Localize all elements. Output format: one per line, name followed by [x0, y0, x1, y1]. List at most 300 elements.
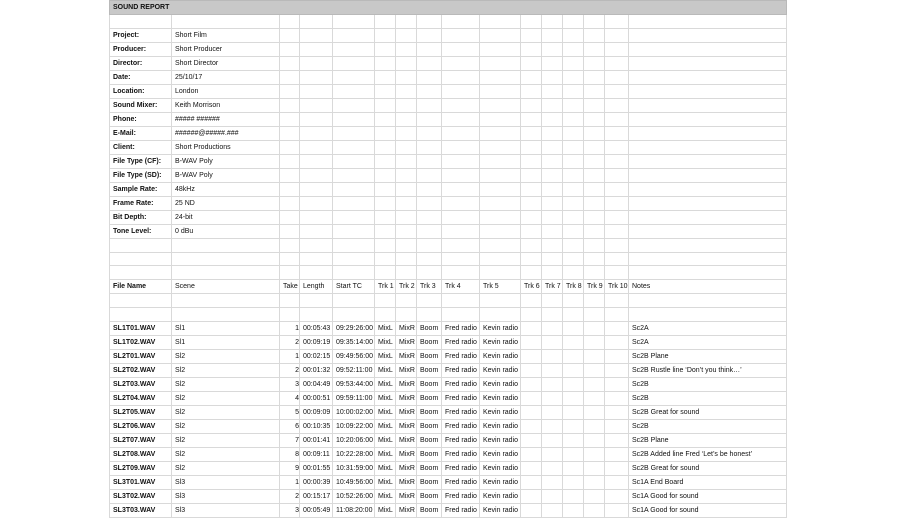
empty-cell[interactable] — [375, 154, 396, 168]
empty-cell[interactable] — [542, 98, 563, 112]
empty-cell[interactable] — [442, 126, 480, 140]
column-header[interactable]: Trk 1 — [375, 280, 396, 294]
empty-cell[interactable] — [375, 28, 396, 42]
data-cell[interactable] — [605, 475, 629, 489]
empty-cell[interactable] — [417, 266, 442, 280]
empty-cell[interactable] — [480, 252, 521, 266]
field-value[interactable]: Short Productions — [172, 140, 280, 154]
data-cell[interactable]: MixR — [396, 335, 417, 349]
data-cell[interactable]: 2 — [280, 335, 300, 349]
empty-cell[interactable] — [584, 168, 605, 182]
empty-cell[interactable] — [280, 168, 300, 182]
empty-cell[interactable] — [521, 252, 542, 266]
empty-cell[interactable] — [396, 294, 417, 308]
data-cell[interactable]: 00:01:55 — [300, 461, 333, 475]
empty-cell[interactable] — [605, 112, 629, 126]
data-cell[interactable]: 09:52:11:00 — [333, 363, 375, 377]
empty-cell[interactable] — [172, 238, 280, 252]
data-cell[interactable]: MixL — [375, 489, 396, 503]
empty-cell[interactable] — [542, 252, 563, 266]
empty-cell[interactable] — [333, 307, 375, 321]
data-cell[interactable]: MixL — [375, 391, 396, 405]
empty-cell[interactable] — [629, 126, 787, 140]
column-header[interactable]: Start TC — [333, 280, 375, 294]
empty-cell[interactable] — [396, 307, 417, 321]
empty-cell[interactable] — [584, 70, 605, 84]
data-cell[interactable]: 1 — [280, 321, 300, 335]
data-cell[interactable] — [521, 503, 542, 517]
data-cell[interactable]: Boom — [417, 321, 442, 335]
empty-cell[interactable] — [417, 154, 442, 168]
empty-cell[interactable] — [300, 56, 333, 70]
data-cell[interactable]: MixL — [375, 503, 396, 517]
empty-cell[interactable] — [300, 307, 333, 321]
field-value[interactable]: 25/10/17 — [172, 70, 280, 84]
data-cell[interactable]: Sc1A Good for sound — [629, 489, 787, 503]
empty-cell[interactable] — [542, 210, 563, 224]
data-cell[interactable]: Sc1A Good for sound — [629, 503, 787, 517]
empty-cell[interactable] — [110, 238, 172, 252]
empty-cell[interactable] — [605, 238, 629, 252]
empty-cell[interactable] — [521, 307, 542, 321]
empty-cell[interactable] — [333, 252, 375, 266]
data-cell[interactable] — [542, 363, 563, 377]
empty-cell[interactable] — [584, 196, 605, 210]
column-header[interactable]: Trk 5 — [480, 280, 521, 294]
data-cell[interactable]: Sc2B Great for sound — [629, 461, 787, 475]
empty-cell[interactable] — [563, 196, 584, 210]
field-value[interactable]: Short Producer — [172, 42, 280, 56]
empty-cell[interactable] — [442, 42, 480, 56]
empty-cell[interactable] — [442, 56, 480, 70]
empty-cell[interactable] — [629, 140, 787, 154]
empty-cell[interactable] — [280, 224, 300, 238]
empty-cell[interactable] — [417, 84, 442, 98]
empty-cell[interactable] — [172, 15, 280, 29]
empty-cell[interactable] — [480, 15, 521, 29]
column-header[interactable]: Trk 9 — [584, 280, 605, 294]
empty-cell[interactable] — [280, 294, 300, 308]
empty-cell[interactable] — [480, 307, 521, 321]
data-cell[interactable] — [563, 363, 584, 377]
empty-cell[interactable] — [333, 238, 375, 252]
empty-cell[interactable] — [110, 15, 172, 29]
data-cell[interactable] — [584, 503, 605, 517]
data-cell[interactable]: Boom — [417, 419, 442, 433]
data-cell[interactable] — [584, 321, 605, 335]
data-cell[interactable]: Fred radio — [442, 377, 480, 391]
data-cell[interactable]: Kevin radio — [480, 433, 521, 447]
empty-cell[interactable] — [521, 154, 542, 168]
file-name-cell[interactable]: SL2T09.WAV — [110, 461, 172, 475]
empty-cell[interactable] — [542, 42, 563, 56]
data-cell[interactable] — [563, 335, 584, 349]
data-cell[interactable] — [605, 335, 629, 349]
data-cell[interactable] — [605, 363, 629, 377]
field-value[interactable]: London — [172, 84, 280, 98]
field-value[interactable]: B-WAV Poly — [172, 168, 280, 182]
empty-cell[interactable] — [542, 140, 563, 154]
empty-cell[interactable] — [280, 196, 300, 210]
data-cell[interactable]: 09:53:44:00 — [333, 377, 375, 391]
empty-cell[interactable] — [629, 196, 787, 210]
empty-cell[interactable] — [442, 98, 480, 112]
data-cell[interactable]: 09:59:11:00 — [333, 391, 375, 405]
empty-cell[interactable] — [375, 252, 396, 266]
empty-cell[interactable] — [333, 70, 375, 84]
empty-cell[interactable] — [605, 98, 629, 112]
empty-cell[interactable] — [584, 238, 605, 252]
empty-cell[interactable] — [375, 70, 396, 84]
empty-cell[interactable] — [563, 15, 584, 29]
empty-cell[interactable] — [280, 84, 300, 98]
empty-cell[interactable] — [605, 252, 629, 266]
data-cell[interactable]: Fred radio — [442, 489, 480, 503]
data-cell[interactable]: MixR — [396, 433, 417, 447]
empty-cell[interactable] — [396, 42, 417, 56]
empty-cell[interactable] — [605, 154, 629, 168]
empty-cell[interactable] — [563, 84, 584, 98]
data-cell[interactable] — [563, 321, 584, 335]
empty-cell[interactable] — [521, 112, 542, 126]
empty-cell[interactable] — [300, 84, 333, 98]
data-cell[interactable]: Kevin radio — [480, 447, 521, 461]
empty-cell[interactable] — [605, 182, 629, 196]
data-cell[interactable] — [563, 489, 584, 503]
data-cell[interactable] — [542, 405, 563, 419]
column-header[interactable]: Trk 4 — [442, 280, 480, 294]
data-cell[interactable] — [521, 391, 542, 405]
empty-cell[interactable] — [280, 42, 300, 56]
empty-cell[interactable] — [300, 42, 333, 56]
empty-cell[interactable] — [172, 294, 280, 308]
data-cell[interactable]: Boom — [417, 363, 442, 377]
empty-cell[interactable] — [584, 140, 605, 154]
empty-cell[interactable] — [375, 307, 396, 321]
empty-cell[interactable] — [584, 98, 605, 112]
file-name-cell[interactable]: SL3T01.WAV — [110, 475, 172, 489]
data-cell[interactable]: Fred radio — [442, 391, 480, 405]
empty-cell[interactable] — [563, 28, 584, 42]
data-cell[interactable] — [521, 447, 542, 461]
empty-cell[interactable] — [396, 140, 417, 154]
field-label[interactable]: Project: — [110, 28, 172, 42]
empty-cell[interactable] — [521, 42, 542, 56]
empty-cell[interactable] — [521, 196, 542, 210]
empty-cell[interactable] — [605, 224, 629, 238]
empty-cell[interactable] — [629, 266, 787, 280]
empty-cell[interactable] — [333, 196, 375, 210]
empty-cell[interactable] — [300, 112, 333, 126]
empty-cell[interactable] — [396, 238, 417, 252]
empty-cell[interactable] — [417, 252, 442, 266]
empty-cell[interactable] — [563, 266, 584, 280]
data-cell[interactable]: 10:22:28:00 — [333, 447, 375, 461]
empty-cell[interactable] — [584, 84, 605, 98]
field-label[interactable]: Bit Depth: — [110, 210, 172, 224]
empty-cell[interactable] — [480, 140, 521, 154]
empty-cell[interactable] — [375, 15, 396, 29]
data-cell[interactable] — [563, 475, 584, 489]
empty-cell[interactable] — [396, 182, 417, 196]
empty-cell[interactable] — [563, 210, 584, 224]
empty-cell[interactable] — [480, 112, 521, 126]
empty-cell[interactable] — [375, 266, 396, 280]
data-cell[interactable]: MixR — [396, 321, 417, 335]
data-cell[interactable]: Fred radio — [442, 335, 480, 349]
empty-cell[interactable] — [333, 266, 375, 280]
data-cell[interactable]: MixR — [396, 349, 417, 363]
empty-cell[interactable] — [396, 266, 417, 280]
empty-cell[interactable] — [542, 168, 563, 182]
empty-cell[interactable] — [442, 224, 480, 238]
data-cell[interactable] — [521, 475, 542, 489]
data-cell[interactable]: 10:31:59:00 — [333, 461, 375, 475]
empty-cell[interactable] — [542, 182, 563, 196]
data-cell[interactable]: Kevin radio — [480, 363, 521, 377]
empty-cell[interactable] — [300, 294, 333, 308]
field-label[interactable]: Location: — [110, 84, 172, 98]
empty-cell[interactable] — [605, 28, 629, 42]
empty-cell[interactable] — [542, 196, 563, 210]
empty-cell[interactable] — [417, 182, 442, 196]
data-cell[interactable]: Kevin radio — [480, 419, 521, 433]
data-cell[interactable] — [521, 349, 542, 363]
data-cell[interactable]: 00:00:51 — [300, 391, 333, 405]
empty-cell[interactable] — [333, 84, 375, 98]
data-cell[interactable]: Sc2A — [629, 335, 787, 349]
empty-cell[interactable] — [442, 112, 480, 126]
empty-cell[interactable] — [521, 70, 542, 84]
empty-cell[interactable] — [521, 182, 542, 196]
field-label[interactable]: File Type (SD): — [110, 168, 172, 182]
data-cell[interactable]: 10:09:22:00 — [333, 419, 375, 433]
data-cell[interactable]: MixL — [375, 447, 396, 461]
data-cell[interactable]: Sc2B — [629, 391, 787, 405]
field-label[interactable]: Sound Mixer: — [110, 98, 172, 112]
empty-cell[interactable] — [333, 126, 375, 140]
empty-cell[interactable] — [417, 140, 442, 154]
empty-cell[interactable] — [605, 126, 629, 140]
empty-cell[interactable] — [563, 56, 584, 70]
empty-cell[interactable] — [605, 70, 629, 84]
empty-cell[interactable] — [333, 168, 375, 182]
empty-cell[interactable] — [375, 224, 396, 238]
data-cell[interactable]: 00:01:41 — [300, 433, 333, 447]
empty-cell[interactable] — [629, 307, 787, 321]
empty-cell[interactable] — [417, 56, 442, 70]
empty-cell[interactable] — [480, 28, 521, 42]
data-cell[interactable] — [542, 419, 563, 433]
field-value[interactable]: ##### ###### — [172, 112, 280, 126]
data-cell[interactable] — [542, 349, 563, 363]
file-name-cell[interactable]: SL2T04.WAV — [110, 391, 172, 405]
data-cell[interactable]: Sl2 — [172, 349, 280, 363]
data-cell[interactable] — [584, 391, 605, 405]
empty-cell[interactable] — [375, 126, 396, 140]
data-cell[interactable]: MixR — [396, 419, 417, 433]
data-cell[interactable]: 00:04:49 — [300, 377, 333, 391]
data-cell[interactable]: Sl2 — [172, 433, 280, 447]
empty-cell[interactable] — [480, 224, 521, 238]
data-cell[interactable]: Sl3 — [172, 489, 280, 503]
data-cell[interactable]: Boom — [417, 447, 442, 461]
data-cell[interactable]: Boom — [417, 461, 442, 475]
empty-cell[interactable] — [480, 56, 521, 70]
empty-cell[interactable] — [629, 70, 787, 84]
data-cell[interactable]: 2 — [280, 489, 300, 503]
column-header[interactable]: Length — [300, 280, 333, 294]
data-cell[interactable]: MixL — [375, 349, 396, 363]
data-cell[interactable]: 00:00:39 — [300, 475, 333, 489]
empty-cell[interactable] — [300, 196, 333, 210]
empty-cell[interactable] — [584, 42, 605, 56]
data-cell[interactable]: Fred radio — [442, 461, 480, 475]
data-cell[interactable]: Sl2 — [172, 447, 280, 461]
empty-cell[interactable] — [280, 210, 300, 224]
data-cell[interactable]: Kevin radio — [480, 335, 521, 349]
field-value[interactable]: 25 ND — [172, 196, 280, 210]
data-cell[interactable] — [542, 461, 563, 475]
data-cell[interactable] — [563, 405, 584, 419]
empty-cell[interactable] — [480, 196, 521, 210]
empty-cell[interactable] — [280, 140, 300, 154]
empty-cell[interactable] — [563, 140, 584, 154]
empty-cell[interactable] — [417, 307, 442, 321]
empty-cell[interactable] — [333, 210, 375, 224]
field-value[interactable]: 0 dBu — [172, 224, 280, 238]
empty-cell[interactable] — [605, 140, 629, 154]
data-cell[interactable]: MixR — [396, 461, 417, 475]
data-cell[interactable] — [521, 363, 542, 377]
empty-cell[interactable] — [584, 307, 605, 321]
data-cell[interactable]: 5 — [280, 405, 300, 419]
empty-cell[interactable] — [442, 182, 480, 196]
data-cell[interactable] — [584, 475, 605, 489]
empty-cell[interactable] — [375, 56, 396, 70]
empty-cell[interactable] — [629, 154, 787, 168]
field-label[interactable]: Date: — [110, 70, 172, 84]
data-cell[interactable] — [584, 447, 605, 461]
empty-cell[interactable] — [542, 238, 563, 252]
data-cell[interactable]: 3 — [280, 377, 300, 391]
empty-cell[interactable] — [563, 252, 584, 266]
empty-cell[interactable] — [333, 294, 375, 308]
empty-cell[interactable] — [172, 266, 280, 280]
data-cell[interactable]: Kevin radio — [480, 503, 521, 517]
empty-cell[interactable] — [521, 126, 542, 140]
column-header[interactable]: Take — [280, 280, 300, 294]
empty-cell[interactable] — [542, 224, 563, 238]
data-cell[interactable]: Fred radio — [442, 405, 480, 419]
empty-cell[interactable] — [417, 112, 442, 126]
data-cell[interactable]: MixL — [375, 461, 396, 475]
empty-cell[interactable] — [110, 294, 172, 308]
data-cell[interactable]: Fred radio — [442, 363, 480, 377]
data-cell[interactable]: MixR — [396, 503, 417, 517]
empty-cell[interactable] — [521, 15, 542, 29]
data-cell[interactable]: MixL — [375, 419, 396, 433]
empty-cell[interactable] — [521, 56, 542, 70]
empty-cell[interactable] — [480, 84, 521, 98]
column-header[interactable]: File Name — [110, 280, 172, 294]
data-cell[interactable]: MixR — [396, 475, 417, 489]
empty-cell[interactable] — [333, 56, 375, 70]
data-cell[interactable] — [563, 433, 584, 447]
empty-cell[interactable] — [442, 238, 480, 252]
empty-cell[interactable] — [605, 56, 629, 70]
empty-cell[interactable] — [629, 56, 787, 70]
empty-cell[interactable] — [584, 112, 605, 126]
empty-cell[interactable] — [584, 210, 605, 224]
field-label[interactable]: Director: — [110, 56, 172, 70]
empty-cell[interactable] — [629, 42, 787, 56]
data-cell[interactable] — [584, 405, 605, 419]
data-cell[interactable] — [605, 433, 629, 447]
empty-cell[interactable] — [300, 126, 333, 140]
empty-cell[interactable] — [333, 28, 375, 42]
empty-cell[interactable] — [375, 210, 396, 224]
empty-cell[interactable] — [280, 98, 300, 112]
file-name-cell[interactable]: SL3T03.WAV — [110, 503, 172, 517]
data-cell[interactable]: MixL — [375, 335, 396, 349]
data-cell[interactable] — [584, 377, 605, 391]
empty-cell[interactable] — [629, 210, 787, 224]
empty-cell[interactable] — [375, 168, 396, 182]
empty-cell[interactable] — [542, 28, 563, 42]
empty-cell[interactable] — [300, 182, 333, 196]
data-cell[interactable]: 09:29:26:00 — [333, 321, 375, 335]
data-cell[interactable]: MixR — [396, 391, 417, 405]
empty-cell[interactable] — [542, 112, 563, 126]
data-cell[interactable]: Sl1 — [172, 335, 280, 349]
data-cell[interactable] — [521, 405, 542, 419]
empty-cell[interactable] — [396, 56, 417, 70]
report-title[interactable]: SOUND REPORT — [110, 1, 787, 15]
empty-cell[interactable] — [629, 182, 787, 196]
data-cell[interactable]: MixL — [375, 405, 396, 419]
data-cell[interactable]: 10:20:06:00 — [333, 433, 375, 447]
empty-cell[interactable] — [375, 84, 396, 98]
empty-cell[interactable] — [396, 252, 417, 266]
empty-cell[interactable] — [396, 70, 417, 84]
empty-cell[interactable] — [563, 126, 584, 140]
column-header[interactable]: Trk 10 — [605, 280, 629, 294]
empty-cell[interactable] — [300, 210, 333, 224]
file-name-cell[interactable]: SL2T08.WAV — [110, 447, 172, 461]
data-cell[interactable] — [521, 335, 542, 349]
empty-cell[interactable] — [375, 112, 396, 126]
file-name-cell[interactable]: SL2T05.WAV — [110, 405, 172, 419]
data-cell[interactable] — [542, 433, 563, 447]
empty-cell[interactable] — [605, 15, 629, 29]
empty-cell[interactable] — [521, 28, 542, 42]
field-value[interactable]: 24-bit — [172, 210, 280, 224]
empty-cell[interactable] — [280, 126, 300, 140]
file-name-cell[interactable]: SL3T02.WAV — [110, 489, 172, 503]
empty-cell[interactable] — [542, 307, 563, 321]
data-cell[interactable]: 10:00:02:00 — [333, 405, 375, 419]
field-value[interactable]: Short Film — [172, 28, 280, 42]
empty-cell[interactable] — [280, 112, 300, 126]
data-cell[interactable]: MixL — [375, 377, 396, 391]
data-cell[interactable]: Sc2B Plane — [629, 433, 787, 447]
file-name-cell[interactable]: SL2T06.WAV — [110, 419, 172, 433]
empty-cell[interactable] — [442, 266, 480, 280]
empty-cell[interactable] — [396, 168, 417, 182]
data-cell[interactable]: Kevin radio — [480, 349, 521, 363]
data-cell[interactable]: Kevin radio — [480, 391, 521, 405]
